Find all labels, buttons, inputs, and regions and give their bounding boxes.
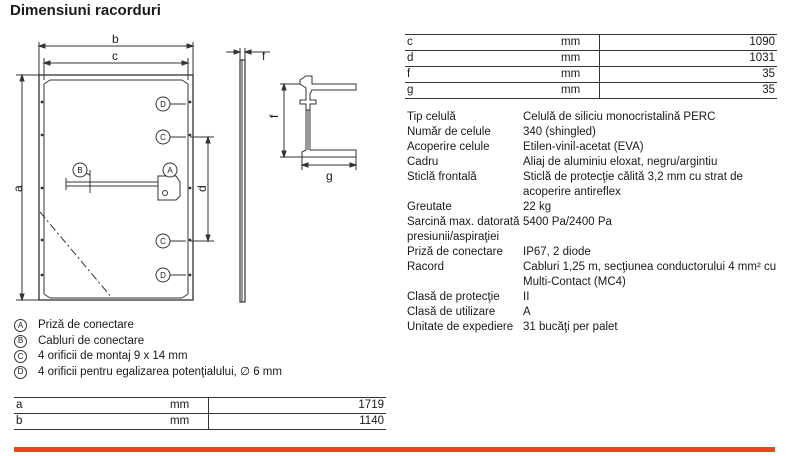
legend-text-b: Cabluri de conectare	[38, 334, 145, 347]
legend-text-a: Priză de conectare	[38, 319, 134, 331]
spec-value: Etilen-vinil-acetat (EVA)	[523, 141, 644, 153]
spec-key: Clasă de utilizare	[407, 306, 496, 318]
spec-value: 31 bucăţi per palet	[523, 321, 618, 333]
spec-value: Aliaj de aluminiu eloxat, negru/argintiu	[523, 156, 718, 168]
table-row	[405, 51, 777, 67]
spec-row	[407, 305, 785, 320]
spec-row	[407, 170, 785, 200]
dim-unit: mm	[559, 67, 600, 83]
legend-item-b	[14, 334, 282, 350]
dim-key: a	[14, 398, 168, 414]
dim-key: g	[405, 83, 559, 99]
legend-text-d: 4 orificii pentru egalizarea potenţialului, ∅ 6 mm	[38, 365, 282, 378]
dim-value: 35	[600, 67, 778, 83]
dim-label-b: b	[112, 32, 119, 46]
spec-row	[407, 155, 785, 170]
table-row	[14, 398, 386, 414]
marker-b: B	[77, 166, 83, 175]
spec-row	[407, 215, 785, 245]
spec-key: Sarcină max. datorată presiunii/aspiraţiei	[407, 216, 520, 243]
legend-item-a	[14, 318, 282, 334]
spec-key: Tip celulă	[407, 111, 456, 123]
spec-key: Sticlă frontală	[407, 171, 477, 183]
dim-value: 1719	[209, 398, 387, 414]
legend-item-c	[14, 349, 282, 365]
dim-unit: mm	[559, 51, 600, 67]
dim-label-d: d	[195, 185, 209, 192]
marker-c-top: C	[160, 133, 166, 142]
spec-row	[407, 260, 785, 290]
spec-value: Celulă de siliciu monocristalină PERC	[523, 111, 716, 123]
dim-key: c	[405, 35, 559, 51]
dim-value: 1140	[209, 414, 387, 430]
dim-key: d	[405, 51, 559, 67]
dim-unit: mm	[168, 414, 209, 430]
spec-value: 340 (shingled)	[523, 126, 596, 138]
dim-value: 1031	[600, 51, 778, 67]
spec-value: Cabluri 1,25 m, secţiunea conductorului 4 mm² cu Multi-Contact (MC4)	[523, 261, 777, 288]
spec-key: Unitate de expediere	[407, 321, 514, 333]
dim-unit: mm	[559, 83, 600, 99]
marker-d-top: D	[160, 100, 166, 109]
connection-dimensions-drawing	[0, 0, 400, 312]
legend-item-d	[14, 365, 282, 381]
spec-row	[407, 200, 785, 215]
spec-value: A	[523, 306, 531, 318]
dimensions-table-top	[405, 34, 777, 99]
spec-key: Cadru	[407, 156, 439, 168]
spec-key: Racord	[407, 261, 445, 273]
spec-row	[407, 290, 785, 305]
marker-a: A	[167, 166, 173, 175]
spec-key: Clasă de protecţie	[407, 291, 500, 303]
page-title: Dimensiuni racorduri	[10, 2, 161, 19]
table-row	[405, 83, 777, 99]
dim-label-f-profile: f	[267, 114, 281, 118]
table-row	[405, 35, 777, 51]
spec-row	[407, 110, 785, 125]
dim-value: 35	[600, 83, 778, 99]
marker-d-bottom: D	[160, 271, 166, 280]
letter-d-icon: D	[14, 366, 27, 379]
dim-value: 1090	[600, 35, 778, 51]
dimensions-table-bottom	[14, 397, 386, 430]
spec-key: Greutate	[407, 201, 452, 213]
dim-unit: mm	[559, 35, 600, 51]
spec-value: IP67, 2 diode	[523, 246, 591, 258]
letter-b-icon: B	[14, 335, 27, 348]
spec-row	[407, 125, 785, 140]
table-row	[14, 414, 386, 430]
dim-label-f-side: f	[262, 49, 266, 63]
dim-label-g: g	[326, 169, 333, 183]
letter-a-icon: A	[14, 319, 27, 332]
dim-unit: mm	[168, 398, 209, 414]
dim-label-c: c	[112, 49, 118, 63]
specifications-list	[407, 110, 785, 335]
footer-accent-bar	[14, 447, 775, 452]
letter-c-icon: C	[14, 350, 27, 363]
spec-row	[407, 140, 785, 155]
spec-key: Priză de conectare	[407, 246, 503, 258]
spec-value: 22 kg	[523, 201, 552, 213]
legend	[14, 318, 282, 380]
spec-value: 5400 Pa/2400 Pa	[523, 216, 612, 228]
spec-key: Acoperire celule	[407, 141, 490, 153]
dim-label-a: a	[11, 185, 25, 192]
marker-c-bottom: C	[160, 237, 166, 246]
spec-row	[407, 320, 785, 335]
dim-key: b	[14, 414, 168, 430]
spec-row	[407, 245, 785, 260]
spec-key: Număr de celule	[407, 126, 491, 138]
legend-text-c: 4 orificii de montaj 9 x 14 mm	[38, 350, 188, 362]
dim-key: f	[405, 67, 559, 83]
spec-value: Sticlă de protecţie călită 3,2 mm cu strat de acoperire antireflex	[523, 171, 743, 198]
spec-value: II	[523, 291, 530, 303]
table-row	[405, 67, 777, 83]
